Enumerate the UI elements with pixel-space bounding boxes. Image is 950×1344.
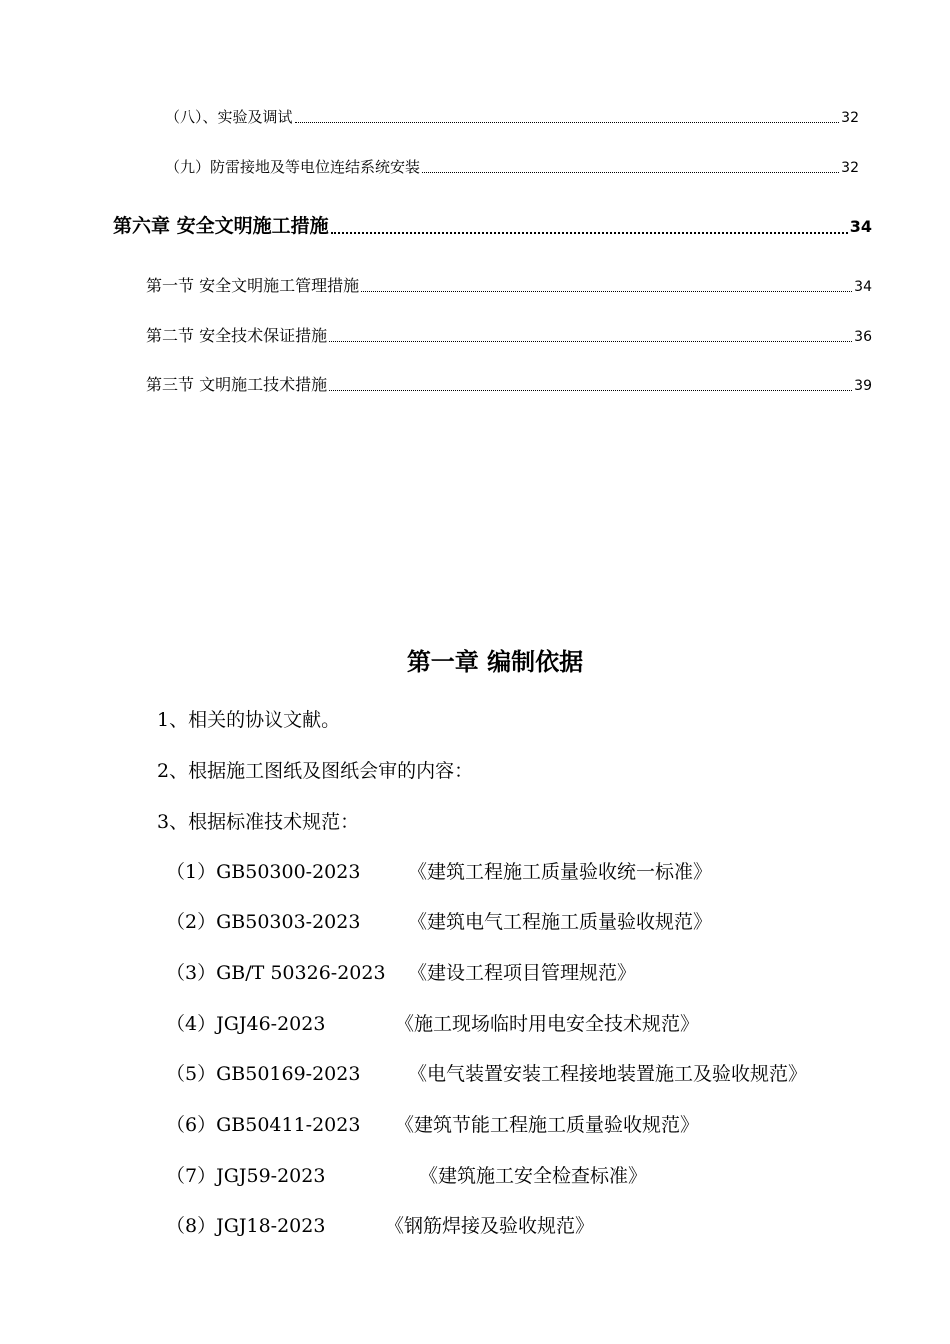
toc-entry-label: 第三节 文明施工技术措施 bbox=[146, 375, 328, 394]
toc-entry-section-1[interactable] bbox=[146, 273, 872, 296]
standard-title: 《钢筋焊接及验收规范》 bbox=[385, 1215, 595, 1237]
standard-item bbox=[166, 1211, 595, 1238]
standard-title: 《建设工程项目管理规范》 bbox=[408, 962, 637, 984]
standard-code: （5）GB50169-2023 bbox=[166, 1063, 361, 1085]
toc-dot-leader bbox=[422, 172, 839, 173]
standard-code: （6）GB50411-2023 bbox=[166, 1114, 361, 1136]
standard-title: 《建筑施工安全检查标准》 bbox=[419, 1165, 648, 1187]
standard-title: 《建筑节能工程施工质量验收规范》 bbox=[395, 1114, 700, 1136]
toc-page-number: 32 bbox=[841, 160, 859, 176]
chapter-title: 第一章 编制依据 bbox=[406, 648, 584, 676]
toc-entry-9[interactable] bbox=[165, 156, 859, 177]
body-paragraph: 2、根据施工图纸及图纸会审的内容： bbox=[157, 760, 474, 782]
toc-dot-leader bbox=[329, 390, 852, 391]
toc-entry-section-2[interactable] bbox=[146, 323, 872, 346]
standard-code: （3）GB/T 50326-2023 bbox=[166, 962, 386, 984]
toc-entry-chapter-6[interactable] bbox=[113, 211, 872, 238]
toc-page-number: 32 bbox=[841, 110, 859, 126]
toc-page-number: 36 bbox=[854, 329, 872, 345]
standard-code: （1）GB50300-2023 bbox=[166, 861, 361, 883]
standard-title: 《施工现场临时用电安全技术规范》 bbox=[395, 1013, 700, 1035]
standard-item bbox=[166, 1110, 700, 1137]
standard-item bbox=[166, 1009, 700, 1036]
toc-dot-leader bbox=[361, 291, 852, 292]
standard-item bbox=[166, 907, 713, 934]
toc-entry-label: 第一节 安全文明施工管理措施 bbox=[146, 276, 360, 295]
standard-code: （8）JGJ18-2023 bbox=[166, 1215, 326, 1237]
toc-entry-label: 第二节 安全技术保证措施 bbox=[146, 326, 328, 345]
body-paragraph: 3、根据标准技术规范： bbox=[157, 811, 360, 833]
standard-item bbox=[166, 857, 713, 884]
toc-entry-label: （八）、实验及调试 bbox=[165, 108, 293, 126]
toc-page-number: 34 bbox=[854, 279, 872, 295]
toc-entry-label: （九）防雷接地及等电位连结系统安装 bbox=[165, 158, 421, 176]
toc-entry-section-3[interactable] bbox=[146, 372, 872, 395]
standard-title: 《建筑工程施工质量验收统一标准》 bbox=[408, 861, 713, 883]
standard-title: 《建筑电气工程施工质量验收规范》 bbox=[408, 911, 713, 933]
toc-page-number: 34 bbox=[849, 217, 872, 236]
standard-code: （7）JGJ59-2023 bbox=[166, 1165, 326, 1187]
standard-code: （4）JGJ46-2023 bbox=[166, 1013, 326, 1035]
body-paragraph: 1、相关的协议文献。 bbox=[157, 709, 341, 731]
toc-dot-leader bbox=[295, 122, 840, 123]
toc-dot-leader bbox=[331, 232, 848, 234]
standard-code: （2）GB50303-2023 bbox=[166, 911, 361, 933]
toc-entry-8[interactable] bbox=[165, 106, 859, 127]
toc-page-number: 39 bbox=[854, 378, 872, 394]
toc-dot-leader bbox=[329, 341, 852, 342]
standard-item bbox=[166, 1059, 808, 1086]
standard-title: 《电气装置安装工程接地装置施工及验收规范》 bbox=[408, 1063, 808, 1085]
standard-item bbox=[166, 1161, 648, 1188]
toc-entry-label: 第六章 安全文明施工措施 bbox=[113, 215, 329, 237]
standard-item bbox=[166, 958, 637, 985]
